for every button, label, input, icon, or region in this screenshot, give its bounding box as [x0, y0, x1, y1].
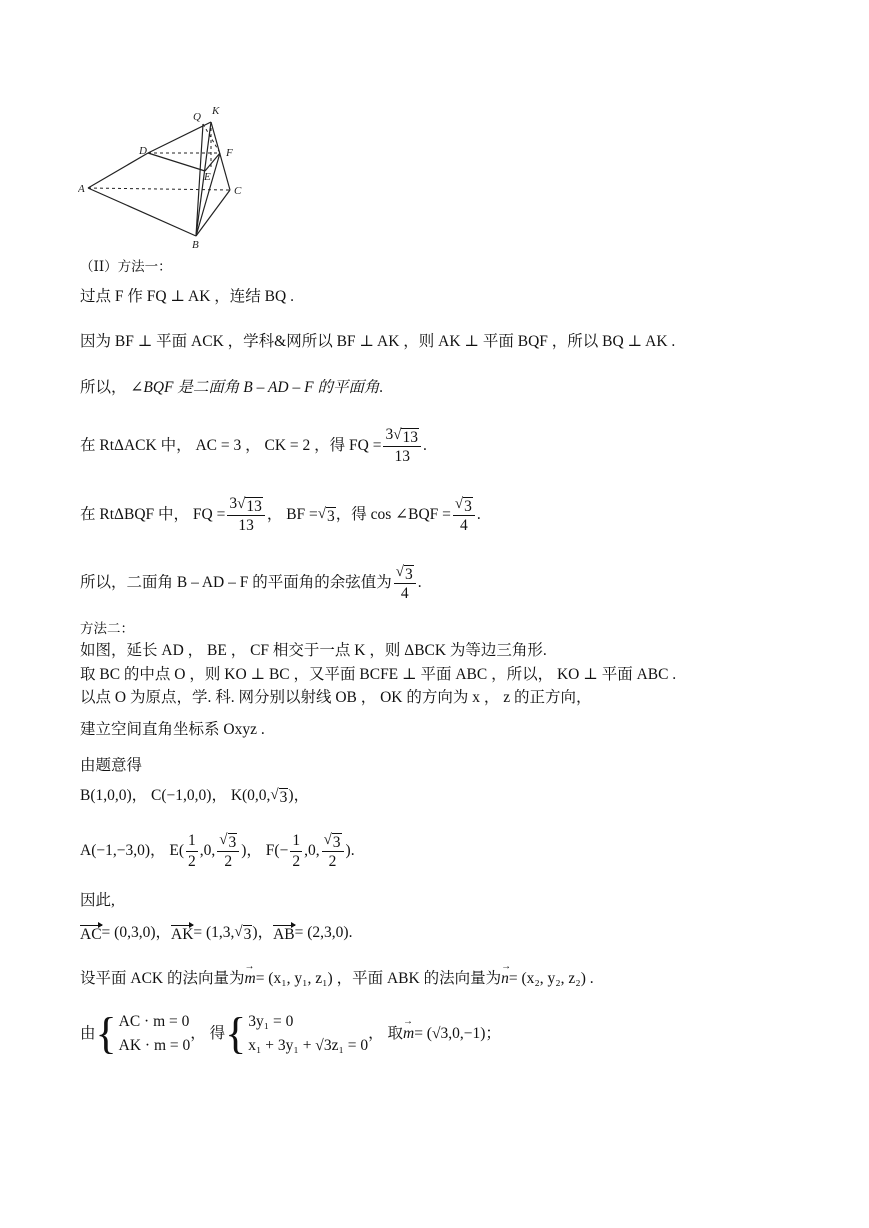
radicand: 3 — [464, 498, 472, 515]
label-A: A — [78, 183, 85, 195]
den: 13 — [238, 517, 254, 534]
text: 所以，二面角 B – AD – F 的平面角的余弦值为 — [80, 574, 392, 591]
edge-BF — [196, 153, 220, 236]
label-B: B — [192, 239, 199, 250]
sqrt3: √ 3 — [234, 924, 252, 943]
text: . — [476, 506, 481, 523]
text: ,0, — [304, 842, 320, 859]
text: . — [417, 574, 422, 591]
eq-row: x₁ + 3y₁ + √3z₁ = 0 — [248, 1037, 369, 1054]
method2-line4: 建立空间直角坐标系 Oxyz . — [80, 721, 265, 738]
method2-heading: 方法二： — [80, 621, 134, 637]
fraction-3sqrt13-over-13: 3 √ 13 13 — [383, 425, 420, 467]
method1-line5 — [80, 494, 481, 536]
text: = (x₁, y₁, z₁) ，平面 ABK 的法向量为 — [255, 970, 502, 987]
sqrt3: √ 3 — [270, 787, 288, 806]
text: ， 取 — [368, 1025, 403, 1042]
text: ， BF = — [266, 506, 318, 523]
text: )， F(− — [241, 842, 289, 859]
text: A(−1,−3,0)， E( — [80, 842, 185, 859]
text: = (x₂, y₂, z₂) . — [508, 970, 594, 987]
radicand: 13 — [402, 429, 418, 446]
radicand: 3 — [228, 834, 237, 851]
radicand: 13 — [246, 498, 262, 515]
vector-n: → n — [501, 970, 509, 988]
fraction-sqrt3-over-2: √ 3 2 — [322, 830, 344, 872]
edge-AB — [88, 188, 196, 236]
method1-line1: 过点 F 作 FQ ⊥ AK ，连结 BQ . — [80, 288, 294, 305]
method2-line3: 以点 O 为原点，学. 科. 网分别以射线 OB ， OK 的方向为 x ， z 的正方向， — [80, 689, 592, 706]
coords-line1 — [80, 786, 309, 806]
text: 由 — [80, 1025, 96, 1042]
system-2: { 3y₁ = 0 x₁ + 3y₁ + √3z₁ = 0 — [225, 1009, 369, 1058]
text: ，得 cos ∠BQF = — [335, 506, 451, 523]
num: 3 — [385, 426, 394, 443]
vector-AK: AK — [171, 922, 193, 944]
therefore-line: 因此, — [80, 892, 115, 909]
fraction-half: $\frac{1}{2}$ — [292, 831, 301, 870]
method1-line2: 因为 BF ⊥ 平面 ACK ，学科&网所以 BF ⊥ AK ，则 AK ⊥ 平面 BQF ，所以 BQ ⊥ AK . — [80, 333, 676, 350]
equation-system-line — [80, 1010, 501, 1058]
eq-row: AC · m = 0 — [118, 1013, 190, 1030]
edge-AD — [88, 153, 148, 188]
fraction-sqrt3-over-4: √ 3 4 — [394, 562, 416, 604]
fraction-sqrt3-over-2: √ 3 2 — [217, 830, 239, 872]
vector-m: → m — [244, 970, 255, 988]
text: . — [422, 437, 427, 454]
normal-vectors-line — [80, 970, 594, 988]
method1-line4 — [80, 425, 427, 467]
den: 13 — [394, 448, 410, 465]
edge-DE — [148, 153, 205, 171]
text: B(1,0,0)， C(−1,0,0)， K(0,0, — [80, 787, 271, 804]
pyramid-figure — [78, 98, 258, 250]
den: 4 — [400, 585, 409, 602]
text: ∠BQF 是二面角 B – AD – F 的平面角. — [130, 379, 384, 396]
fraction-3sqrt13-over-13: 3 √ 13 13 — [227, 494, 264, 536]
edge-AC-hidden — [88, 188, 230, 190]
text: 所以， — [80, 379, 127, 396]
text: = (2,3,0). — [294, 924, 353, 941]
eq-row: AK · m = 0 — [118, 1037, 191, 1054]
radicand: 3 — [243, 926, 252, 943]
text: ). — [345, 842, 355, 859]
text: = (1,3, — [193, 924, 235, 941]
text: )， — [288, 787, 310, 804]
coords-line2 — [80, 830, 355, 872]
radicand: 3 — [332, 834, 341, 851]
radicand: 3 — [279, 789, 288, 806]
fraction-half: $\frac{1}{2}$ — [188, 831, 196, 870]
vector-AB: AB — [273, 922, 295, 944]
system-1: { AC · m = 0 AK · m = 0 — [95, 1009, 191, 1058]
method2-line2: 取 BC 的中点 O ，则 KO ⊥ BC ，又平面 BCFE ⊥ 平面 ABC ，所以， KO ⊥ 平面 ABC . — [80, 666, 677, 683]
fraction-sqrt3-over-4: √ 3 4 — [453, 494, 475, 536]
edge-QB — [196, 124, 203, 236]
text: 在 RtΔACK 中， AC = 3 ， CK = 2 ，得 FQ = — [80, 437, 382, 454]
method2-line1: 如图，延长 AD ， BE ， CF 相交于一点 K ，则 ΔBCK 为等边三角形. — [80, 642, 547, 659]
vectors-line — [80, 922, 352, 944]
text: = (√3,0,−1)； — [414, 1025, 501, 1042]
text: 设平面 ACK 的法向量为 — [80, 970, 245, 987]
text: = (0,3,0)， — [101, 924, 171, 941]
method1-line6 — [80, 562, 422, 604]
method2-line5: 由题意得 — [80, 757, 143, 774]
text: 在 RtΔBQF 中， FQ = — [80, 506, 226, 523]
radicand: 3 — [327, 508, 335, 525]
sqrt3: √ 3 — [317, 506, 335, 525]
label-K: K — [212, 105, 220, 117]
text: ,0, — [199, 842, 216, 859]
num: 3 — [229, 495, 238, 512]
vector-m: → m — [403, 1025, 414, 1043]
eq-row: 3y₁ = 0 — [248, 1013, 294, 1030]
text: )， — [252, 924, 274, 941]
radicand: 3 — [404, 566, 413, 583]
label-Q: Q — [193, 111, 201, 123]
label-D: D — [139, 145, 147, 157]
den: 4 — [460, 517, 468, 534]
vector-AC: AC — [80, 922, 102, 944]
label-C: C — [234, 185, 242, 197]
label-E: E — [204, 171, 211, 183]
text: ， 得 — [190, 1025, 226, 1042]
method1-heading: （II）方法一： — [80, 259, 172, 275]
label-F: F — [226, 147, 233, 159]
method1-line3 — [80, 379, 383, 397]
